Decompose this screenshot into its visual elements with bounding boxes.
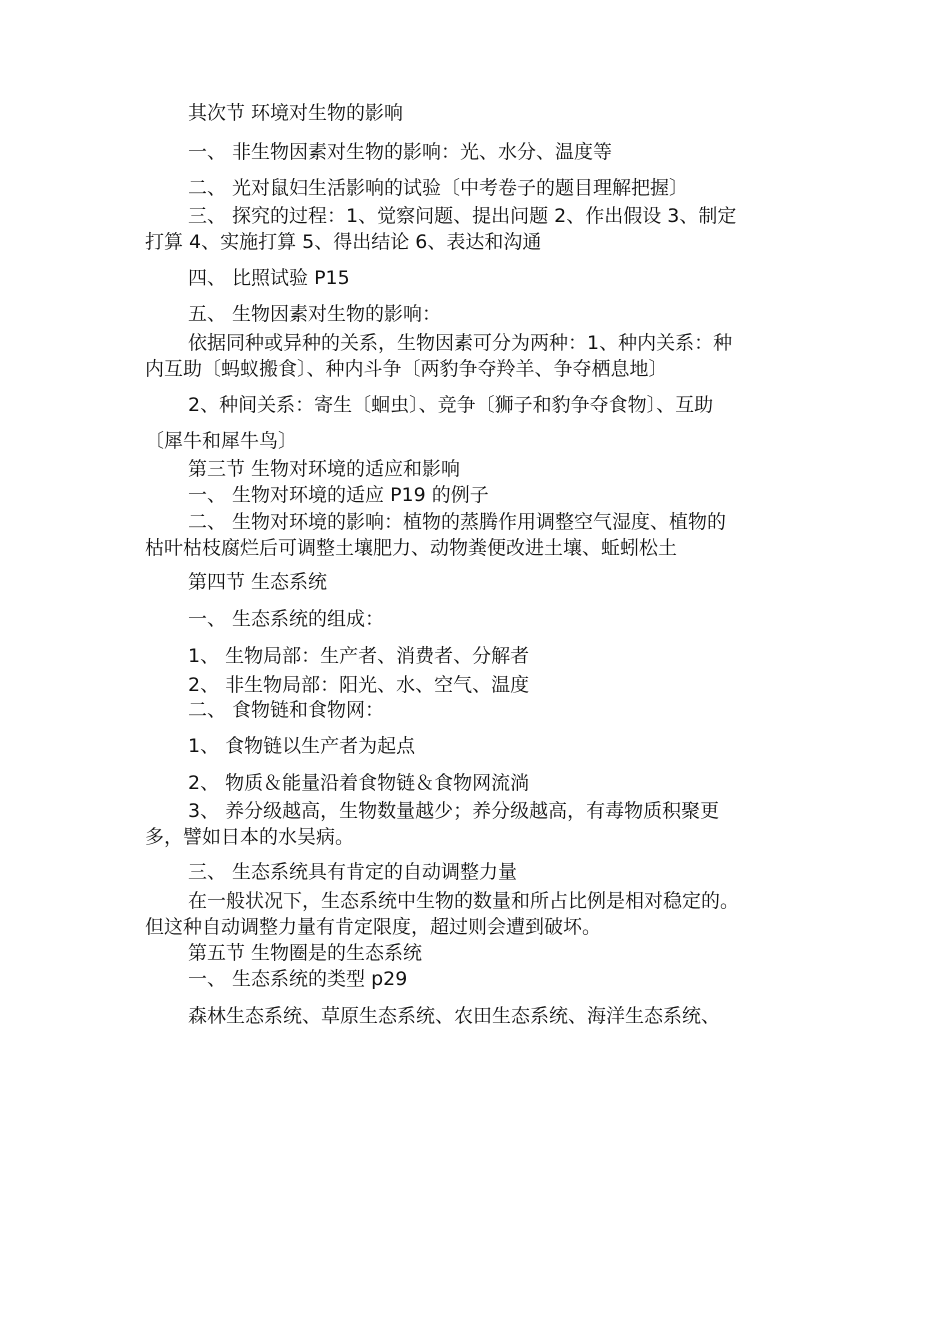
text-line: 2、 物质＆能量沿着食物链＆食物网流淌 [188,772,530,794]
section-heading-2: 其次节 环境对生物的影响 [188,102,404,124]
text-line: 2、 非生物局部：阳光、水、空气、温度 [188,674,530,696]
section-heading-4: 第四节 生态系统 [188,571,328,593]
text-line: 二、 光对鼠妇生活影响的试验〔中考卷子的题目理解把握〕 [188,177,689,199]
text-line: 森林生态系统、草原生态系统、农田生态系统、海洋生态系统、 [188,1005,721,1027]
text-line: 枯叶枯枝腐烂后可调整土壤肥力、动物粪便改进土壤、蚯蚓松土 [145,537,678,559]
text-line: 一、 非生物因素对生物的影响：光、水分、温度等 [188,141,613,163]
text-line: 一、 生物对环境的适应 P19 的例子 [188,484,489,506]
text-line: 〔犀牛和犀牛鸟〕 [145,430,298,452]
text-line: 一、 生态系统的组成： [188,608,385,630]
text-line: 五、 生物因素对生物的影响： [188,303,442,325]
text-line: 三、 探究的过程：1、觉察问题、提出问题 2、作出假设 3、制定 [188,205,737,227]
text-line: 3、 养分级越高，生物数量越少；养分级越高，有毒物质积聚更 [188,800,720,822]
section-heading-5: 第五节 生物圈是的生态系统 [188,942,423,964]
text-line: 1、 生物局部：生产者、消费者、分解者 [188,645,530,667]
text-line: 一、 生态系统的类型 p29 [188,968,408,990]
text-line: 在一般状况下，生态系统中生物的数量和所占比例是相对稳定的。 [188,890,740,912]
text-line: 2、种间关系：寄生〔蛔虫〕、竞争〔狮子和豹争夺食物〕、互助 [188,394,714,416]
text-line: 内互助〔蚂蚁搬食〕、种内斗争〔两豹争夺羚羊、争夺栖息地〕 [145,358,668,380]
text-line: 二、 生物对环境的影响：植物的蒸腾作用调整空气湿度、植物的 [188,511,727,533]
text-line: 1、 食物链以生产者为起点 [188,735,416,757]
text-line: 三、 生态系统具有肯定的自动调整力量 [188,861,518,883]
text-line: 但这种自动调整力量有肯定限度，超过则会遭到破坏。 [145,916,602,938]
text-line: 二、 食物链和食物网： [188,699,385,721]
text-line: 打算 4、实施打算 5、得出结论 6、表达和沟通 [145,231,542,253]
text-line: 四、 比照试验 P15 [188,267,350,289]
text-line: 多，譬如日本的水吴病。 [145,826,355,848]
section-heading-3: 第三节 生物对环境的适应和影响 [188,458,461,480]
text-line: 依据同种或异种的关系，生物因素可分为两种：1、种内关系：种 [188,332,733,354]
